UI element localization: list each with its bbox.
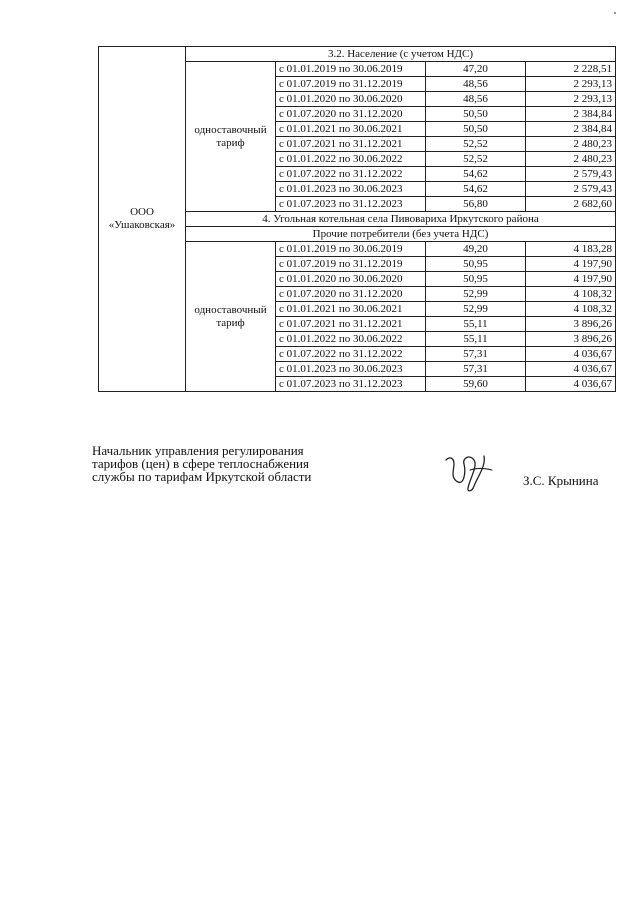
- value-cell: 59,60: [426, 377, 526, 392]
- value-cell: 4 197,90: [526, 257, 616, 272]
- section-title-4: 4. Угольная котельная села Пивовариха Иркутского района: [186, 212, 616, 227]
- period-cell: с 01.07.2020 по 31.12.2020: [276, 107, 426, 122]
- tariff-type-cell-1: одноставочный тариф: [186, 62, 276, 212]
- period-cell: с 01.01.2019 по 30.06.2019: [276, 242, 426, 257]
- period-cell: с 01.01.2022 по 30.06.2022: [276, 152, 426, 167]
- period-cell: с 01.07.2021 по 31.12.2021: [276, 317, 426, 332]
- value-cell: 2 228,51: [526, 62, 616, 77]
- period-cell: с 01.01.2020 по 30.06.2020: [276, 92, 426, 107]
- value-cell: 2 293,13: [526, 92, 616, 107]
- period-cell: с 01.01.2023 по 30.06.2023: [276, 182, 426, 197]
- signatory-name: З.С. Крынина: [523, 473, 599, 488]
- value-cell: 3 896,26: [526, 332, 616, 347]
- period-cell: с 01.01.2019 по 30.06.2019: [276, 62, 426, 77]
- period-cell: с 01.07.2020 по 31.12.2020: [276, 287, 426, 302]
- value-cell: 2 384,84: [526, 122, 616, 137]
- value-cell: 52,52: [426, 137, 526, 152]
- value-cell: 48,56: [426, 92, 526, 107]
- value-cell: 4 108,32: [526, 287, 616, 302]
- value-cell: 57,31: [426, 362, 526, 377]
- tariff-table: [98, 46, 616, 392]
- value-cell: 56,80: [426, 197, 526, 212]
- value-cell: 2 579,43: [526, 182, 616, 197]
- value-cell: 50,95: [426, 257, 526, 272]
- position-line-3: службы по тарифам Иркутской области: [92, 469, 312, 484]
- period-cell: с 01.01.2021 по 30.06.2021: [276, 122, 426, 137]
- value-cell: 47,20: [426, 62, 526, 77]
- period-cell: с 01.01.2021 по 30.06.2021: [276, 302, 426, 317]
- value-cell: 2 480,23: [526, 152, 616, 167]
- value-cell: 4 036,67: [526, 377, 616, 392]
- value-cell: 4 036,67: [526, 362, 616, 377]
- period-cell: с 01.01.2020 по 30.06.2020: [276, 272, 426, 287]
- period-cell: с 01.01.2023 по 30.06.2023: [276, 362, 426, 377]
- footer-position: [92, 444, 311, 483]
- value-cell: 2 293,13: [526, 77, 616, 92]
- position-line-2: тарифов (цен) в сфере теплоснабжения: [92, 456, 309, 471]
- period-cell: с 01.07.2023 по 31.12.2023: [276, 377, 426, 392]
- value-cell: 4 108,32: [526, 302, 616, 317]
- period-cell: с 01.07.2023 по 31.12.2023: [276, 197, 426, 212]
- period-cell: с 01.07.2022 по 31.12.2022: [276, 167, 426, 182]
- value-cell: 52,99: [426, 302, 526, 317]
- value-cell: 2 682,60: [526, 197, 616, 212]
- section-title-3-2: 3.2. Население (с учетом НДС): [186, 47, 616, 62]
- period-cell: с 01.07.2019 по 31.12.2019: [276, 257, 426, 272]
- tariff-type-cell-2: одноставочный тариф: [186, 242, 276, 392]
- value-cell: 4 036,67: [526, 347, 616, 362]
- value-cell: 48,56: [426, 77, 526, 92]
- value-cell: 55,11: [426, 317, 526, 332]
- position-line-1: Начальник управления регулирования: [92, 443, 304, 458]
- value-cell: 55,11: [426, 332, 526, 347]
- period-cell: с 01.07.2022 по 31.12.2022: [276, 347, 426, 362]
- value-cell: 52,52: [426, 152, 526, 167]
- value-cell: 54,62: [426, 182, 526, 197]
- value-cell: 4 183,28: [526, 242, 616, 257]
- value-cell: 50,50: [426, 107, 526, 122]
- period-cell: с 01.01.2022 по 30.06.2022: [276, 332, 426, 347]
- org-name-cell: ООО «Ушаковская»: [99, 47, 186, 392]
- value-cell: 50,50: [426, 122, 526, 137]
- value-cell: 2 579,43: [526, 167, 616, 182]
- value-cell: 2 384,84: [526, 107, 616, 122]
- value-cell: 50,95: [426, 272, 526, 287]
- value-cell: 57,31: [426, 347, 526, 362]
- period-cell: с 01.07.2019 по 31.12.2019: [276, 77, 426, 92]
- value-cell: 52,99: [426, 287, 526, 302]
- value-cell: 49,20: [426, 242, 526, 257]
- value-cell: 54,62: [426, 167, 526, 182]
- tariff-table-body: [99, 47, 616, 392]
- table-row: [99, 47, 616, 62]
- handwritten-signature: [440, 448, 500, 494]
- corner-mark: [614, 12, 616, 14]
- others-title: Прочие потребители (без учета НДС): [186, 227, 616, 242]
- value-cell: 3 896,26: [526, 317, 616, 332]
- value-cell: 2 480,23: [526, 137, 616, 152]
- value-cell: 4 197,90: [526, 272, 616, 287]
- period-cell: с 01.07.2021 по 31.12.2021: [276, 137, 426, 152]
